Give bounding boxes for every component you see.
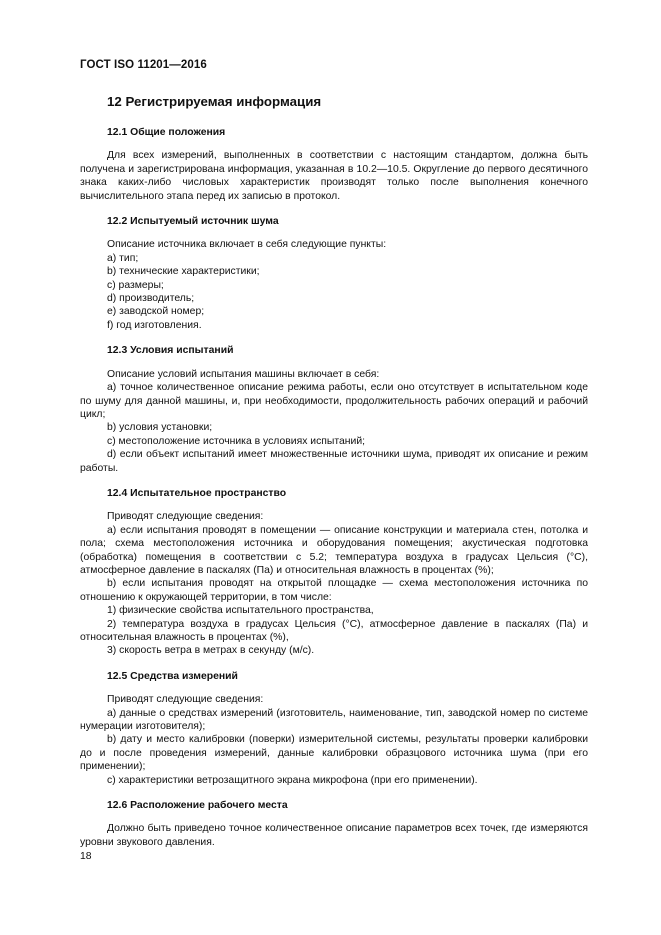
paragraph: Приводят следующие сведения: xyxy=(107,511,264,523)
list-item: b) условия установки; xyxy=(107,422,213,434)
subsection-title-12-1: 12.1 Общие положения xyxy=(107,127,226,138)
list-item: b) дату и место калибровки (поверки) измерительной системы, результаты проверки калибровки до и после проведения измерений, данные калибровки образцового источника шума (при его применении); xyxy=(80,734,588,773)
subsection-title-12-5: 12.5 Средства измерений xyxy=(107,670,238,682)
paragraph: Приводят следующие сведения: xyxy=(107,694,264,706)
paragraph: Для всех измерений, выполненных в соответствии с настоящим стандартом, должна быть получена и зарегистрирована информация, указанная в 10.2—10.5. Округление до первого десятичного знака каких-либо числовых характеристик производят только после выполнения конечного вычислительного этапа перед их записью в протокол. xyxy=(80,150,588,202)
list-item: d) производитель; xyxy=(107,293,195,305)
list-item: c) местоположение источника в условиях испытаний; xyxy=(107,435,366,447)
page-number: 18 xyxy=(80,851,92,862)
list-item: a) точное количественное описание режима работы, если оно отсутствует в испытательном коде по шуму для данной машины, и, при необходимости, продолжительность рабочих операций и рабочий цикл; xyxy=(80,382,588,420)
subsection-title-12-6: 12.6 Расположение рабочего места xyxy=(107,800,288,812)
list-item: b) если испытания проводят на открытой площадке — схема местоположения источника по отношению к окружающей территории, в том числе: xyxy=(80,578,588,603)
section-title: 12 Регистрируемая информация xyxy=(107,94,322,109)
subsection-title-12-4: 12.4 Испытательное пространство xyxy=(107,487,287,499)
list-item: f) год изготовления. xyxy=(107,319,202,331)
list-item: 2) температура воздуха в градусах Цельсия (°C), атмосферное давление в паскалях (Па) и относительная влажность в процентах (%), xyxy=(80,618,588,643)
paragraph: Описание условий испытания машины включает в себя: xyxy=(107,368,380,380)
list-item: a) если испытания проводят в помещении — описание конструкции и материала стен, потолка и пола; схема местоположения источника и оборудования помещения; акустическая подготовка (обработка) помещения в соответствии с 5.2; температура воздуха в градусах Цельсия (°C), атмосферное давление в паскалях (Па) и относительная влажность в процентах (%); xyxy=(80,524,588,576)
list-item: a) тип; xyxy=(107,252,139,264)
list-item: 3) скорость ветра в метрах в секунду (м/с). xyxy=(107,645,315,657)
list-item: c) характеристики ветрозащитного экрана микрофона (при его применении). xyxy=(107,774,478,786)
list-item: 1) физические свойства испытательного пространства, xyxy=(107,605,374,617)
list-item: d) если объект испытаний имеет множественные источники шума, приводят их описание и режим работы. xyxy=(80,449,588,474)
list-item: c) размеры; xyxy=(107,279,164,291)
paragraph: Описание источника включает в себя следующие пункты: xyxy=(107,239,387,251)
document-body xyxy=(80,94,588,849)
list-item: b) технические характеристики; xyxy=(107,266,260,278)
paragraph: Должно быть приведено точное количественное описание параметров всех точек, где измеряются уровни звукового давления. xyxy=(80,823,588,848)
list-item: e) заводской номер; xyxy=(107,306,205,318)
document-code-header: ГОСТ ISO 11201—2016 xyxy=(80,59,207,71)
subsection-title-12-3: 12.3 Условия испытаний xyxy=(107,345,234,357)
subsection-title-12-2: 12.2 Испытуемый источник шума xyxy=(107,216,279,228)
list-item: a) данные о средствах измерений (изготовитель, наименование, тип, заводской номер по системе нумерации изготовителя); xyxy=(80,707,588,733)
